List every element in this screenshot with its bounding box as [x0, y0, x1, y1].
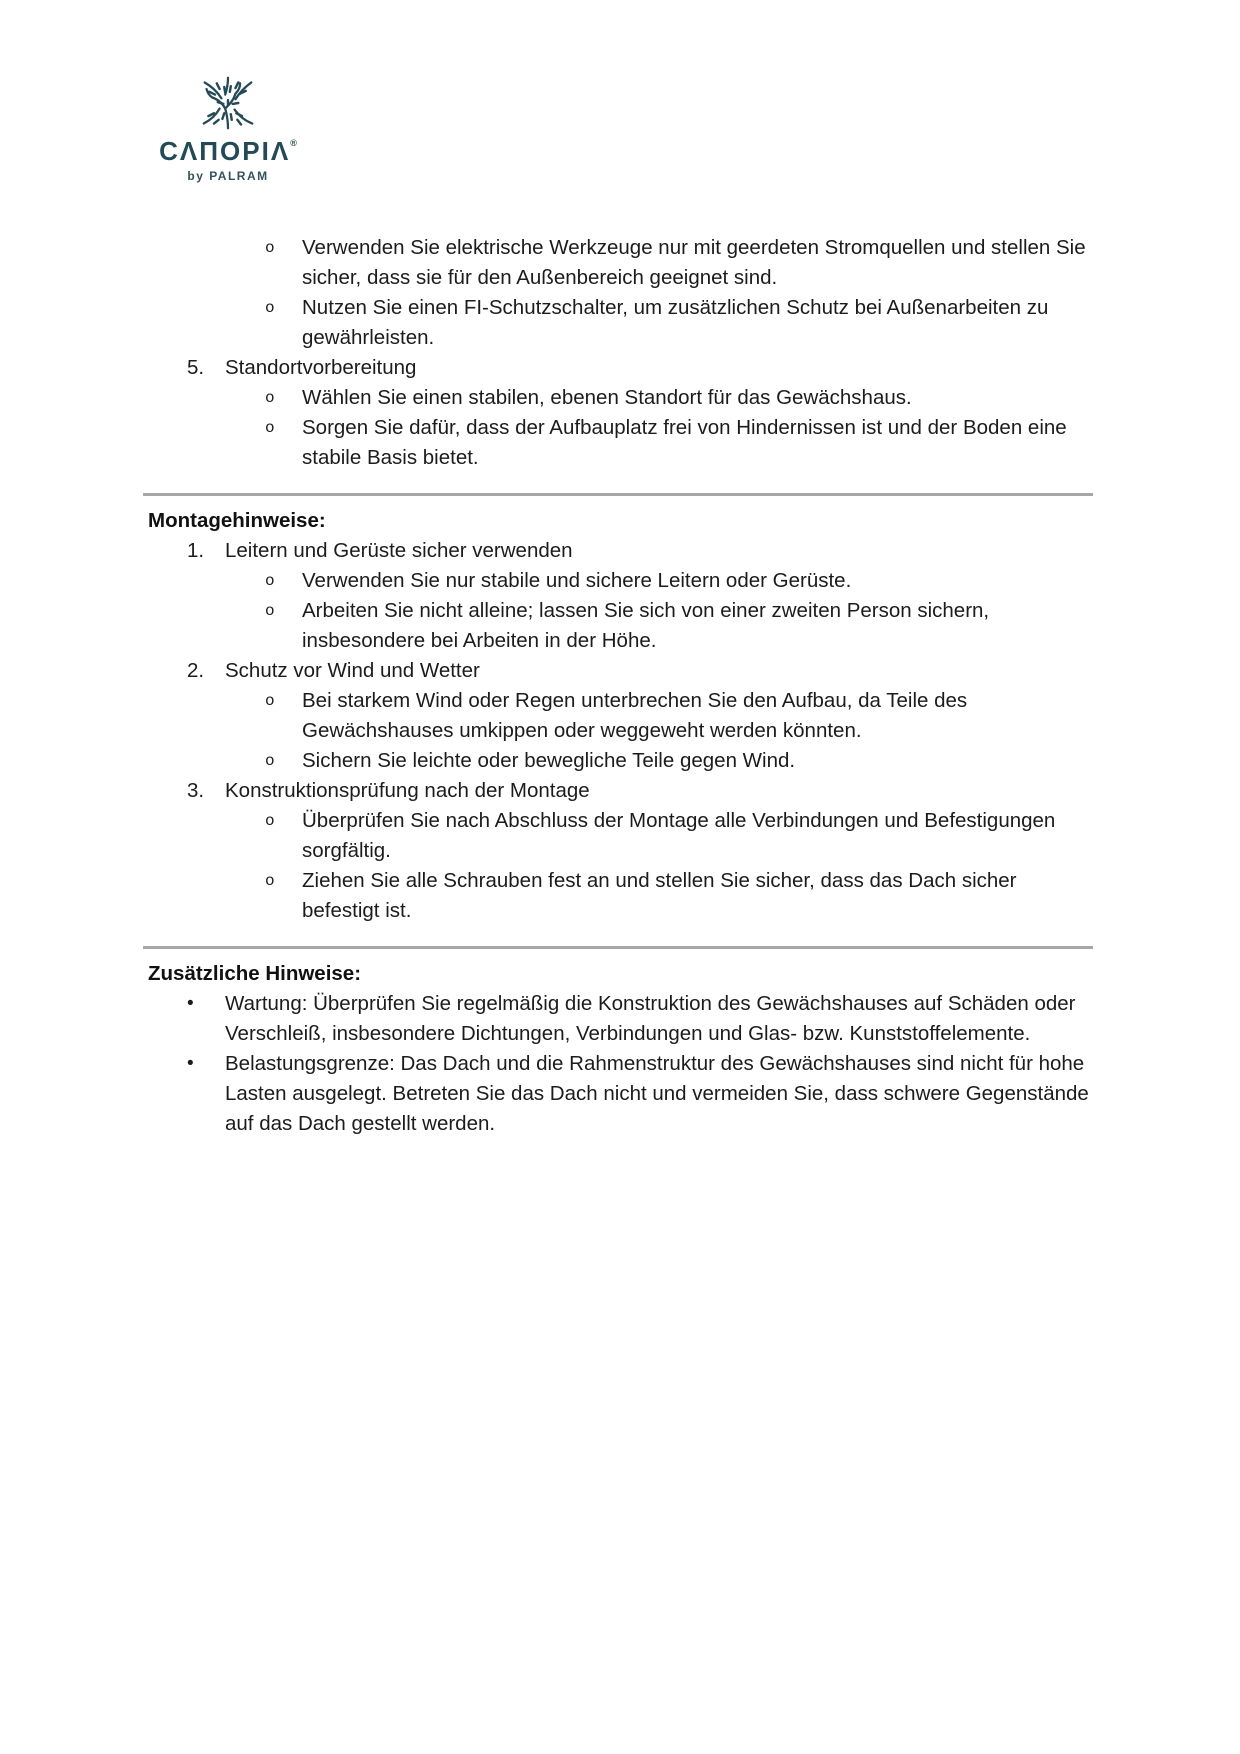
- sub-bullet-item: [148, 293, 1096, 353]
- section-divider: [143, 493, 1093, 496]
- sub-bullet-item: [148, 566, 1096, 596]
- numbered-item-title: Schutz vor Wind und Wetter: [225, 659, 480, 682]
- sub-bullet-item: [148, 686, 1096, 746]
- brand-byline: by PALRAM: [187, 169, 269, 183]
- sub-bullet-text: Sichern Sie leichte oder bewegliche Teile gegen Wind.: [302, 749, 796, 772]
- circle-bullet-marker: o: [265, 239, 275, 257]
- circle-bullet-marker: o: [265, 572, 275, 590]
- document-content: [148, 233, 1096, 1139]
- section-heading: Montagehinweise:: [148, 509, 326, 532]
- numbered-list-item: [148, 536, 1096, 566]
- sub-bullet-text: Nutzen Sie einen FI-Schutzschalter, um zusätzlichen Schutz bei Außenarbeiten zu gewährleisten.: [302, 296, 1049, 349]
- sub-bullet-text: Ziehen Sie alle Schrauben fest an und stellen Sie sicher, dass das Dach sicher befestigt ist.: [302, 869, 1017, 922]
- list-number: 3.: [187, 779, 205, 802]
- sub-bullet-text: Verwenden Sie elektrische Werkzeuge nur mit geerdeten Stromquellen und stellen Sie sicher, dass sie für den Außenbereich geeignet sind.: [302, 236, 1086, 289]
- sub-bullet-item: [148, 383, 1096, 413]
- section-divider: [143, 946, 1093, 949]
- numbered-list-item: [148, 353, 1096, 383]
- sub-bullet-text: Überprüfen Sie nach Abschluss der Montage alle Verbindungen und Befestigungen sorgfältig.: [302, 809, 1056, 862]
- sub-bullet-text: Verwenden Sie nur stabile und sichere Leitern oder Gerüste.: [302, 569, 852, 592]
- numbered-list-item: [148, 776, 1096, 806]
- circle-bullet-marker: o: [265, 602, 275, 620]
- sub-bullet-item: [148, 596, 1096, 656]
- tree-pattern-icon: [200, 74, 256, 132]
- sub-bullet-text: Arbeiten Sie nicht alleine; lassen Sie sich von einer zweiten Person sichern, insbesondere bei Arbeiten in der Höhe.: [302, 599, 990, 652]
- sub-bullet-item: [148, 866, 1096, 926]
- sub-bullet-item: [148, 233, 1096, 293]
- numbered-item-title: Konstruktionsprüfung nach der Montage: [225, 779, 590, 802]
- brand-name: CΛΠOPIΛ: [159, 136, 291, 166]
- list-number: 1.: [187, 539, 205, 562]
- sub-bullet-text: Bei starkem Wind oder Regen unterbrechen Sie den Aufbau, da Teile des Gewächshauses umkippen oder weggeweht werden könnten.: [302, 689, 968, 742]
- list-number: 5.: [187, 356, 205, 379]
- circle-bullet-marker: o: [265, 692, 275, 710]
- bullet-marker: •: [187, 993, 194, 1014]
- numbered-item-title: Leitern und Gerüste sicher verwenden: [225, 539, 573, 562]
- sub-bullet-item: [148, 746, 1096, 776]
- circle-bullet-marker: o: [265, 389, 275, 407]
- sub-bullet-item: [148, 806, 1096, 866]
- numbered-item-title: Standortvorbereitung: [225, 356, 417, 379]
- registered-trademark-icon: ®: [290, 138, 297, 148]
- bullet-list-item: [148, 1049, 1096, 1139]
- bullet-text: Belastungsgrenze: Das Dach und die Rahmenstruktur des Gewächshauses sind nicht für hohe Lasten ausgelegt. Betreten Sie das Dach nicht und vermeiden Sie, dass schwere Gegenstände auf das Dach gestellt werden.: [225, 1052, 1089, 1135]
- bullet-marker: •: [187, 1053, 194, 1074]
- sub-bullet-text: Sorgen Sie dafür, dass der Aufbauplatz frei von Hindernissen ist und der Boden eine stabile Basis bietet.: [302, 416, 1067, 469]
- sub-bullet-text: Wählen Sie einen stabilen, ebenen Standort für das Gewächshaus.: [302, 386, 912, 409]
- list-number: 2.: [187, 659, 205, 682]
- brand-wordmark: [158, 138, 298, 164]
- circle-bullet-marker: o: [265, 752, 275, 770]
- circle-bullet-marker: o: [265, 872, 275, 890]
- circle-bullet-marker: o: [265, 812, 275, 830]
- circle-bullet-marker: o: [265, 299, 275, 317]
- canopia-logo: [158, 74, 298, 183]
- numbered-list-item: [148, 656, 1096, 686]
- bullet-text: Wartung: Überprüfen Sie regelmäßig die Konstruktion des Gewächshauses auf Schäden oder Verschleiß, insbesondere Dichtungen, Verbindungen und Glas- bzw. Kunststoffelemente.: [225, 992, 1076, 1045]
- sub-bullet-item: [148, 413, 1096, 473]
- circle-bullet-marker: o: [265, 419, 275, 437]
- section-heading: Zusätzliche Hinweise:: [148, 962, 362, 985]
- bullet-list-item: [148, 989, 1096, 1049]
